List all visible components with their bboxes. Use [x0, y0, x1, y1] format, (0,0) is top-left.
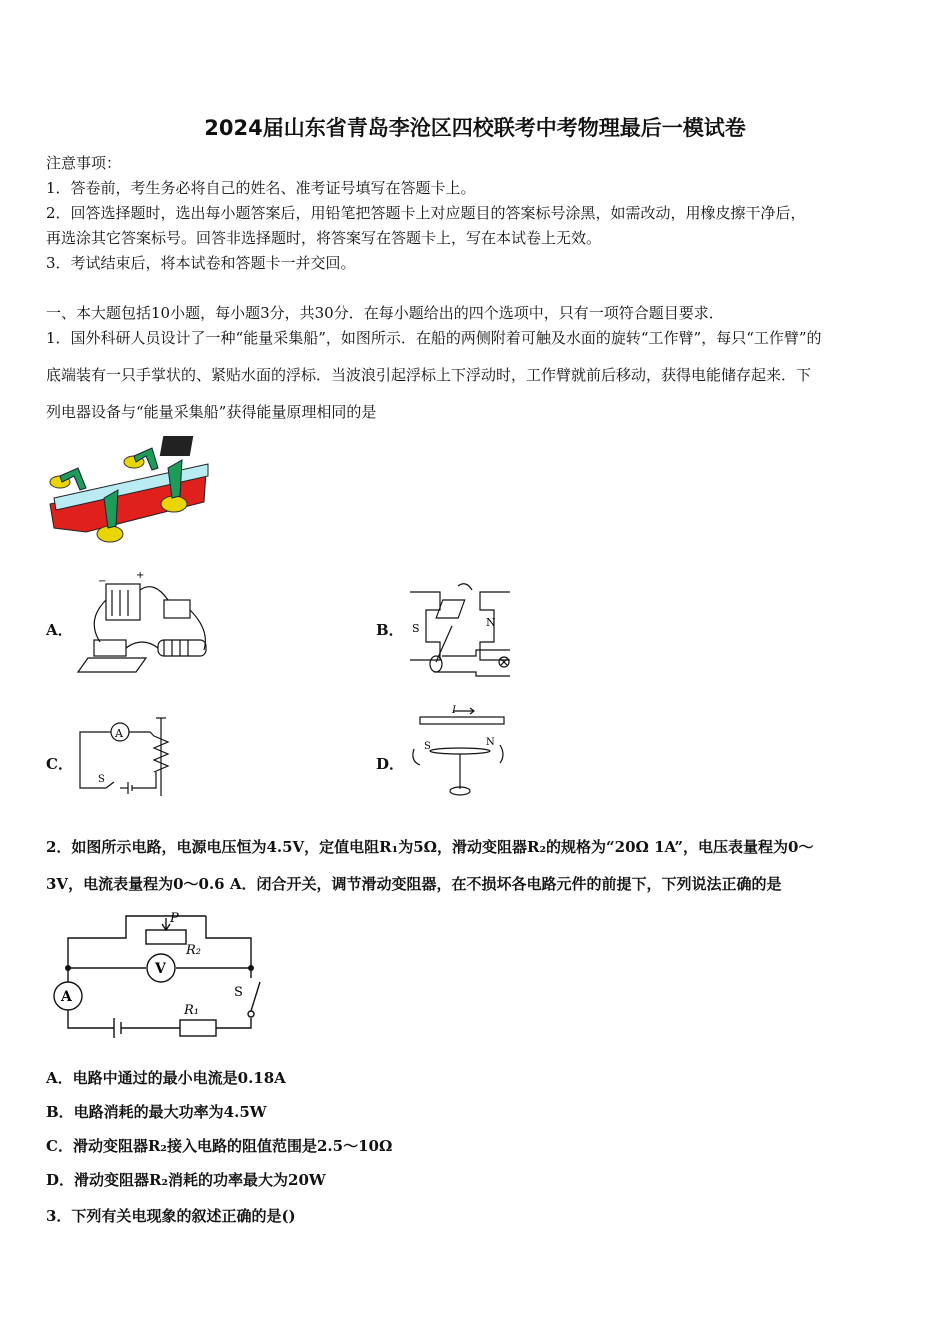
page-title: 2024届山东省青岛李沧区四校联考中考物理最后一模试卷 — [204, 116, 746, 140]
energy-ship-figure — [46, 432, 216, 547]
fig-b-n-label: N — [486, 616, 496, 629]
q2-circuit-diagram — [46, 906, 276, 1054]
q1-text: 1．国外科研人员设计了一种“能量采集船”，如图所示．在船的两侧附着可触及水面的旋转“工作臂”，每只“工作臂”的 — [46, 329, 822, 347]
svg-text:−: − — [98, 576, 107, 587]
notice-item: 3．考试结束后，将本试卷和答题卡一并交回。 — [46, 254, 356, 272]
notice-item: 2．回答选择题时，选出每小题答案后，用铅笔把答题卡上对应题目的答案标号涂黑，如需改动，用橡皮擦干净后， — [46, 204, 806, 222]
fig-b-generator — [406, 580, 518, 680]
q2-text: 3V，电流表量程为0～0.6 A．闭合开关，调节滑动变阻器，在不损坏各电路元件的前提下，下列说法正确的是 — [46, 875, 782, 893]
svg-text:+: + — [136, 570, 145, 581]
q1-option-b[interactable]: B． — [376, 621, 404, 639]
fig-b-s-label: S — [412, 622, 420, 635]
fig-c-s-label: S — [98, 774, 105, 785]
q1-text: 列电器设备与“能量采集船”获得能量原理相同的是 — [46, 403, 377, 421]
q3-text: 3．下列有关电现象的叙述正确的是() — [46, 1207, 296, 1225]
fig-c-electromagnet-nail — [76, 712, 176, 802]
notice-item: 再选涂其它答案标号。回答非选择题时，将答案写在答题卡上，写在本试卷上无效。 — [46, 229, 602, 247]
fig-d-s-label: S — [424, 741, 431, 752]
fig-a-electromagnet-circuit — [76, 570, 216, 680]
circuit-s-label: S — [234, 985, 243, 1000]
circuit-r2-label: R₂ — [186, 943, 201, 958]
fig-d-i-label: I — [452, 705, 456, 716]
q2-option-d[interactable]: D．滑动变阻器R₂消耗的功率最大为20W — [46, 1171, 326, 1189]
fig-c-a-label: A — [115, 727, 123, 740]
circuit-v-label: V — [155, 961, 166, 977]
section-heading: 一、本大题包括10小题，每小题3分，共30分．在每小题给出的四个选项中，只有一项符合题目要求． — [46, 304, 724, 322]
fig-d-oersted — [404, 705, 514, 805]
notice-item: 1．答卷前，考生务必将自己的姓名、准考证号填写在答题卡上。 — [46, 179, 476, 197]
circuit-p-label: P — [170, 911, 179, 926]
q2-option-a[interactable]: A．电路中通过的最小电流是0.18A — [46, 1069, 286, 1087]
q1-option-d[interactable]: D． — [376, 755, 405, 773]
notice-heading: 注意事项： — [46, 154, 122, 172]
q2-option-b[interactable]: B．电路消耗的最大功率为4.5W — [46, 1103, 267, 1121]
fig-d-n-label: N — [486, 737, 495, 748]
q1-option-c[interactable]: C． — [46, 755, 73, 773]
q1-option-a[interactable]: A． — [46, 621, 73, 639]
q1-text: 底端装有一只手掌状的、紧贴水面的浮标．当波浪引起浮标上下浮动时，工作臂就前后移动，获得电能储存起来．下 — [46, 366, 812, 384]
q2-option-c[interactable]: C．滑动变阻器R₂接入电路的阻值范围是2.5～10Ω — [46, 1137, 393, 1155]
q2-text: 2．如图所示电路，电源电压恒为4.5V，定值电阻R₁为5Ω，滑动变阻器R₂的规格为“20Ω 1A”，电压表量程为0～ — [46, 838, 814, 856]
circuit-a-label: A — [61, 989, 72, 1005]
circuit-r1-label: R₁ — [184, 1003, 199, 1018]
